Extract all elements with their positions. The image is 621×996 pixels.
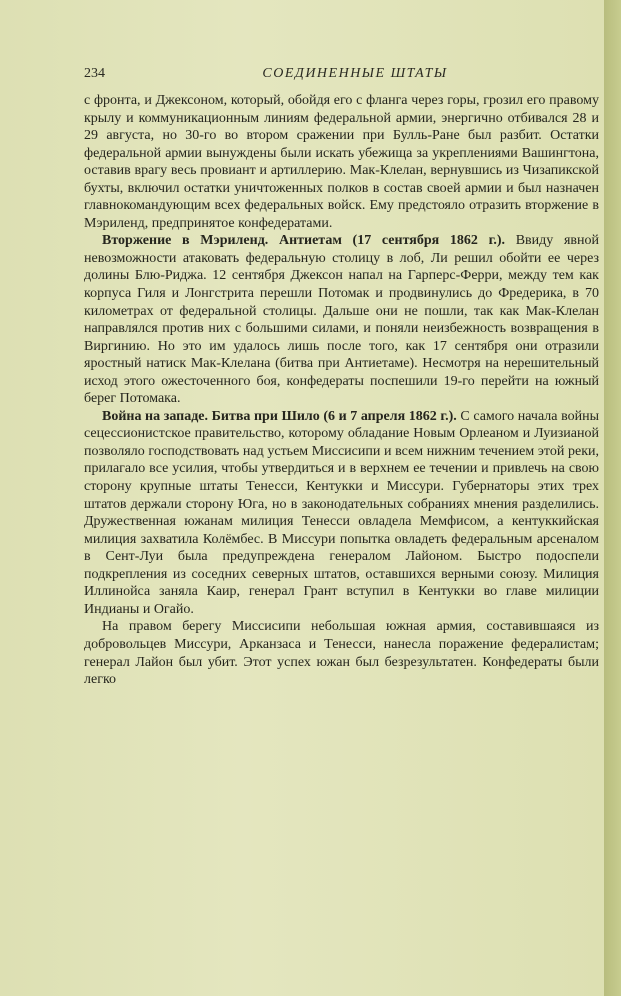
- body-text: [84, 92, 599, 689]
- paragraph-text: с фронта, и Джексоном, который, обойдя его с фланга через горы, грозил его правому крылу и коммуникационным линиям федеральной армии, энергично отбивался 28 и 29 августа, но 30-го во втором сражении при Булль-Ране был разбит. Остатки федеральной армии вынуждены были искать убежища за укреплениями Вашингтона, оставив врагу весь провиант и артиллерию. Мак-Клелан, вернувшись из Чизапикской бухты, включил остатки уничтоженных полков в состав своей армии и был назначен главнокомандующим всех федеральных войск. Ему предстояло отразить вторжение в Мэриленд, предпринятое конфедератами.: [84, 93, 599, 231]
- paragraph-text: На правом берегу Миссисипи небольшая южная армия, составившаяся из добровольцев Миссури, Арканзаса и Тенесси, нанесла поражение федералистам; генерал Лайон был убит. Этот успех южан был безрезультатен. Конфедераты были легко: [84, 619, 599, 688]
- running-title: СОЕДИНЕННЫЕ ШТАТЫ: [262, 66, 448, 81]
- paragraph: [84, 232, 599, 407]
- paragraph: [84, 92, 599, 232]
- paragraph-text: Ввиду явной невозможности атаковать федеральную столицу в лоб, Ли решил обойти ее через долины Блю-Риджа. 12 сентября Джексон напал на Гарперс-Ферри, между тем как корпуса Гиля и Лонгстрита перешли Потомак и продвинулись до Фредерика, в 70 километрах от федеральной столицы. Дальше они не пошли, так как Мак-Клелан направлялся против них с большими силами, и поняли неизбежность возвращения в Виргинию. Но это им удалось лишь после того, как 17 сентября они отразили яростный натиск Мак-Клелана (битва при Антиетаме). Несмотря на нерешительный исход этого ожесточенного боя, конфедераты поспешили 19-го перейти на южный берег Потомака.: [84, 233, 599, 407]
- page-edge: [604, 0, 621, 996]
- paragraph-text: С самого начала войны сецессионистское правительство, которому обладание Новым Орлеаном и Луизианой позволяло господствовать над устьем Миссисипи и всем нижним течением этой реки, прилагало все усилия, чтобы утвердиться и в верхнем ее течении и привлечь на свою сторону крупные штаты Тенесси, Кентукки и Миссури. Губернаторы этих трех штатов держали сторону Юга, но в законодательных собраниях мнения разделились. Дружественная южанам милиция Тенесси овладела Мемфисом, а кентуккийская милиция захватила Колёмбес. В Миссури попытка овладеть федеральным арсеналом в Сент-Луи была предупреждена генералом Лайоном. Быстро подоспели подкрепления из соседних северных штатов, оставшихся верными союзу. Милиция Иллинойса заняла Каир, генерал Грант вступил в Кентукки во главе милиции Индианы и Огайо.: [84, 408, 599, 617]
- page-header: [84, 66, 586, 86]
- section-heading: Война на западе. Битва при Шило (6 и 7 апреля 1862 г.).: [102, 408, 457, 424]
- page-number: 234: [84, 66, 105, 81]
- paragraph: [84, 618, 599, 688]
- section-heading: Вторжение в Мэриленд. Антиетам (17 сентября 1862 г.).: [102, 233, 506, 249]
- paragraph: [84, 408, 599, 619]
